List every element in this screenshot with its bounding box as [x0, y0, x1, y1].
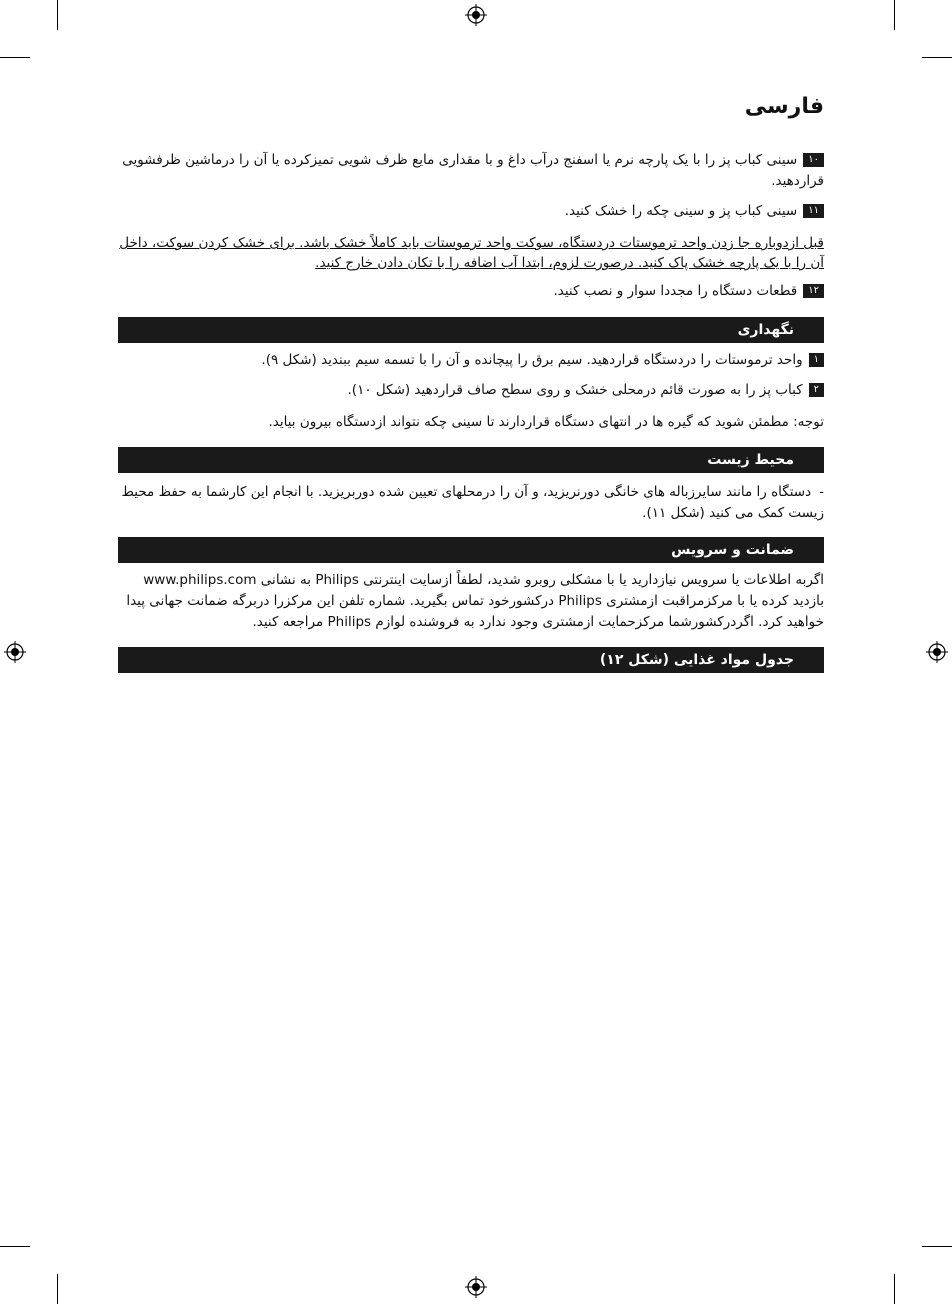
- section-heading-environment: [118, 447, 824, 473]
- section-heading-food-table: [118, 647, 824, 673]
- crop-mark-bottom-right-h: [922, 1246, 952, 1247]
- registration-mark-top-icon: [465, 4, 487, 26]
- step-number: ۱۰: [803, 153, 824, 167]
- storage-note: توجه: مطمئن شوید که گیره ها در انتهای دستگاه قراردارند تا سینی چکه نتواند ازدستگاه بیرون بیاید.: [268, 414, 824, 430]
- step-text: قطعات دستگاه را مجددا سوار و نصب کنید.: [553, 283, 798, 299]
- section-heading-storage: [118, 317, 824, 343]
- environment-text: [118, 482, 824, 524]
- crop-mark-bottom-right-v: [894, 1274, 895, 1304]
- step-text: کباب پز را به صورت قائم درمحلی خشک و روی سطح صاف قراردهید (شکل ۱۰).: [347, 382, 803, 398]
- warning-text: قبل ازدوباره جا زدن واحد ترموستات دردستگاه، سوکت واحد ترموستات باید کاملاً خشک باشد. برای خشک کردن سوکت، داخل آن را با یک پارچه خشک پاک کنید. درصورت لزوم، ابتدا آب اضافه را با تکان دادن خارج کنید.: [119, 235, 824, 271]
- crop-mark-top-right-v: [894, 0, 895, 30]
- crop-mark-top-right-h: [922, 57, 952, 58]
- heading-text: محیط زیست: [707, 452, 794, 468]
- heading-text: نگهداری: [737, 322, 794, 338]
- crop-mark-bottom-left-v: [57, 1274, 58, 1304]
- cleaning-step-10: [118, 150, 824, 192]
- cleaning-step-12: [118, 281, 824, 302]
- registration-mark-right-icon: [926, 641, 948, 663]
- registration-mark-left-icon: [4, 641, 26, 663]
- storage-step-2: [118, 380, 824, 401]
- list-dash: -: [819, 484, 824, 500]
- step-number: ۱: [809, 353, 824, 367]
- section-heading-warranty: [118, 537, 824, 563]
- step-number: ۱۲: [803, 284, 824, 298]
- warranty-text: اگربه اطلاعات یا سرویس نیازدارید یا با مشکلی روبرو شدید، لطفاً ازسایت اینترنتی Philips به نشانی www.philips.com بازدید کرده یا با مرکزمراقبت ازمشتری Philips درکشورخود تماس بگیرید. شماره تلفن این مرکزرا دربرگه ضمانت جهانی پیدا خواهید کرد. اگردرکشورشما مرکزحمایت ازمشتری وجود ندارد به فروشنده لوازم Philips مراجعه کنید.: [126, 572, 824, 630]
- crop-mark-top-left-v: [57, 0, 58, 30]
- step-text: سینی کباب پز را با یک پارچه نرم یا اسفنج درآب داغ و با مقداری مایع ظرف شویی تمیزکرده یا آن را درماشین ظرفشویی قراردهید.: [122, 152, 824, 189]
- cleaning-step-11: [118, 201, 824, 222]
- heading-text: جدول مواد غذایی (شکل ۱۲): [599, 652, 794, 668]
- paragraph-text: دستگاه را مانند سایرزباله های خانگی دورنریزید، و آن را درمحلهای تعیین شده دوربریزید. با انجام این کارشما به حفظ محیط زیست کمک می کنید (شکل ۱۱).: [121, 484, 824, 521]
- storage-step-1: [118, 350, 824, 371]
- step-number: ۲: [809, 383, 824, 397]
- crop-mark-top-left-h: [0, 57, 30, 58]
- heading-text: ضمانت و سرویس: [671, 542, 794, 558]
- crop-mark-bottom-left-h: [0, 1246, 30, 1247]
- registration-mark-bottom-icon: [465, 1276, 487, 1298]
- step-number: ۱۱: [803, 204, 824, 218]
- step-text: واحد ترموستات را دردستگاه قراردهید. سیم برق را پیچانده و آن را با تسمه سیم ببندید (شکل ۹).: [261, 352, 803, 368]
- step-text: سینی کباب پز و سینی چکه را خشک کنید.: [564, 203, 798, 219]
- page-title: فارسی: [744, 94, 824, 119]
